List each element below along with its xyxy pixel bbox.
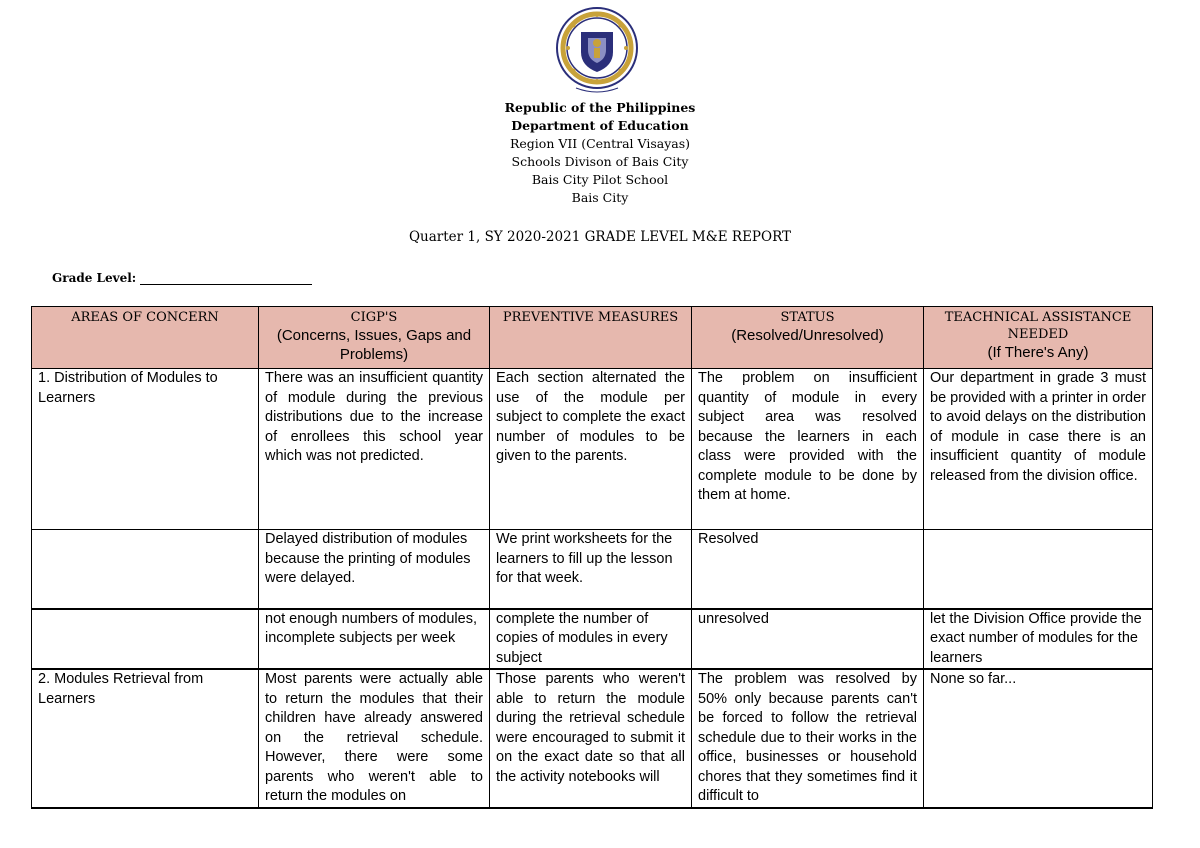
report-title: Quarter 1, SY 2020-2021 GRADE LEVEL M&E REPORT: [408, 229, 792, 245]
cell-cigp: Delayed distribution of modules because the printing of modules were delayed.: [259, 530, 490, 609]
cell-status: unresolved: [692, 609, 924, 670]
col-header-cigps: CIGP'S (Concerns, Issues, Gaps and Problems): [259, 307, 490, 369]
me-report-table: [31, 306, 1153, 809]
cell-assistance: [924, 530, 1153, 609]
grade-level-field: [52, 270, 312, 285]
cell-area: [32, 530, 259, 609]
cell-assistance: None so far...: [924, 669, 1153, 808]
cell-status: The problem on insufficient quantity of module in every subject area was resolved because the learners in each class were provided with the complete module to be done by them at home.: [692, 369, 924, 530]
cell-cigp: Most parents were actually able to return the modules that their children have already answered on the retrieval schedule. However, there were some parents who weren't able to return the modules on: [259, 669, 490, 808]
cell-measures: complete the number of copies of modules in every subject: [490, 609, 692, 670]
country-line: Republic of the Philippines: [504, 100, 696, 115]
cell-area: 2. Modules Retrieval from Learners: [32, 669, 259, 808]
cell-assistance: let the Division Office provide the exact number of modules for the learners: [924, 609, 1153, 670]
cell-area: [32, 609, 259, 670]
table-row: [32, 369, 1153, 530]
letterhead: [0, 99, 1200, 207]
cell-cigp: There was an insufficient quantity of module during the previous distributions due to the increase of enrollees this school year which was not predicted.: [259, 369, 490, 530]
cell-status: The problem was resolved by 50% only because parents can't be forced to follow the retrieval schedule due to their works in the office, businesses or household chores that they sometimes find it difficult to: [692, 669, 924, 808]
seal-icon: [548, 4, 646, 98]
col-header-status: STATUS (Resolved/Unresolved): [692, 307, 924, 369]
table-row: [32, 530, 1153, 609]
col-header-areas: AREAS OF CONCERN: [32, 307, 259, 369]
table-header-row: [32, 307, 1153, 369]
region-line: Region VII (Central Visayas): [509, 136, 691, 151]
cell-area: 1. Distribution of Modules to Learners: [32, 369, 259, 530]
cell-measures: Those parents who weren't able to return the module during the retrieval schedule were encouraged to submit it on the exact date so that all the activity notebooks will: [490, 669, 692, 808]
col-header-assistance: TEACHNICAL ASSISTANCE NEEDED (If There's Any): [924, 307, 1153, 369]
deped-seal-logo: [548, 4, 646, 98]
cell-assistance: Our department in grade 3 must be provided with a printer in order to avoid delays on the distribution of module in case there is an insufficient quantity of module released from the division office.: [924, 369, 1153, 530]
cell-measures: We print worksheets for the learners to fill up the lesson for that week.: [490, 530, 692, 609]
city-line: Bais City: [571, 190, 629, 205]
table-row: [32, 609, 1153, 670]
grade-level-label: Grade Level:: [52, 271, 137, 285]
cell-measures: Each section alternated the use of the module per subject to complete the exact number of modules to be given to the parents.: [490, 369, 692, 530]
grade-level-blank: [140, 270, 312, 285]
col-header-measures: PREVENTIVE MEASURES: [490, 307, 692, 369]
department-line: Department of Education: [511, 118, 689, 133]
school-line: Bais City Pilot School: [531, 172, 669, 187]
division-line: Schools Divison of Bais City: [511, 154, 689, 169]
cell-status: Resolved: [692, 530, 924, 609]
table-row: [32, 669, 1153, 808]
cell-cigp: not enough numbers of modules, incomplete subjects per week: [259, 609, 490, 670]
